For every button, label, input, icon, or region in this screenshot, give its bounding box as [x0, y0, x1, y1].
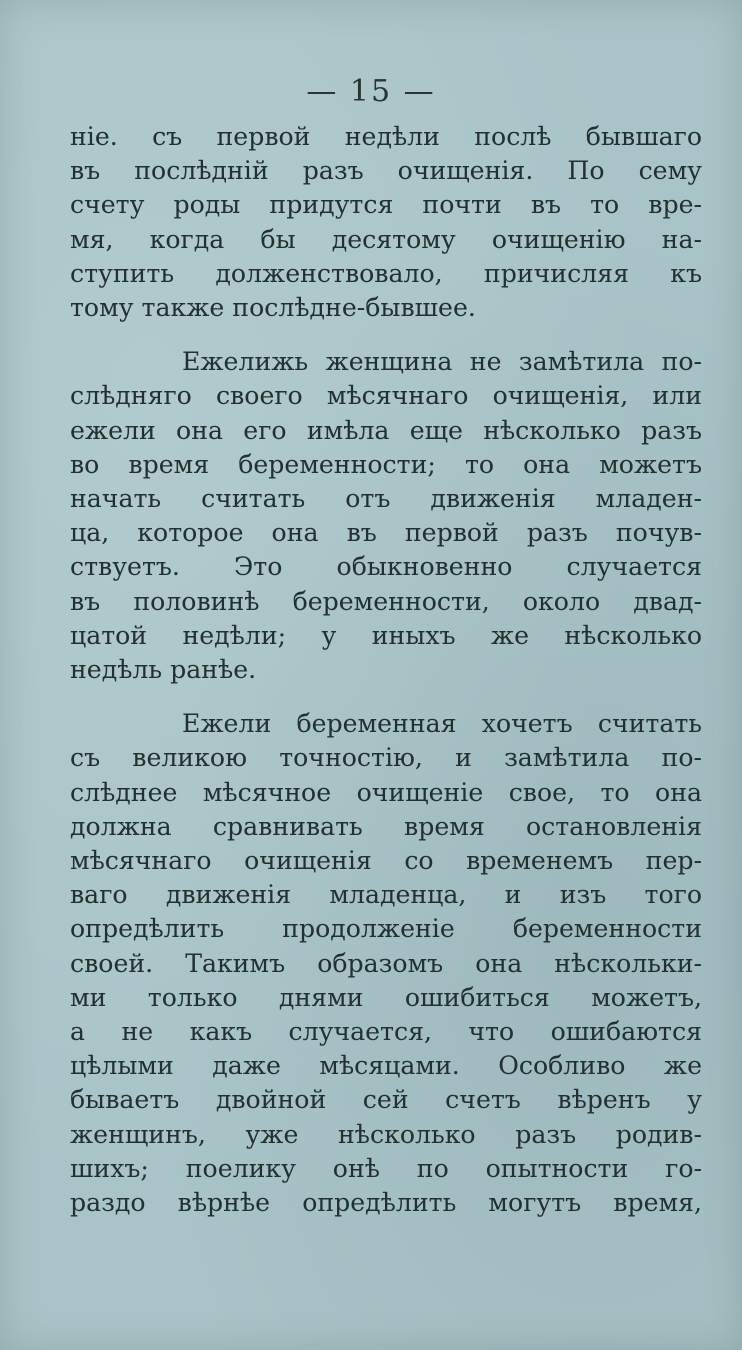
- body-text: [70, 120, 702, 1240]
- text-line: своей. Такимъ образомъ она нѣскольки-: [70, 948, 702, 978]
- text-line: слѣднее мѣсячное очищеніе свое, то она: [70, 777, 702, 807]
- text-line: ца, которое она въ первой разъ почув-: [70, 518, 702, 548]
- text-line: опредѣлить продолженіе беременности: [70, 914, 702, 944]
- text-line: женщинъ, уже нѣсколько разъ родив-: [70, 1119, 702, 1149]
- text-line: Ежели беременная хочетъ считать: [182, 709, 702, 739]
- text-line: ствуетъ. Это обыкновенно случается: [70, 552, 702, 582]
- text-line: Ежелижь женщина не замѣтила по-: [182, 347, 702, 377]
- text-line: мѣсячнаго очищенія со временемъ пер-: [70, 846, 702, 876]
- text-line: съ великою точностію, и замѣтила по-: [70, 743, 702, 773]
- text-line: ваго движенія младенца, и изъ того: [70, 880, 702, 910]
- text-line: шихъ; поелику онѣ по опытности го-: [70, 1153, 702, 1183]
- text-line: мя, когда бы десятому очищенію на-: [70, 224, 702, 254]
- paragraph-1: [70, 120, 702, 325]
- text-line: цѣлыми даже мѣсяцами. Особливо же: [70, 1051, 702, 1081]
- text-line: ступить долженствовало, причисляя къ: [70, 258, 702, 288]
- text-line: слѣдняго своего мѣсячнаго очищенія, или: [70, 381, 702, 411]
- text-line: должна сравнивать время остановленія: [70, 811, 702, 841]
- text-line: бываетъ двойной сей счетъ вѣренъ у: [70, 1085, 702, 1115]
- text-line: недѣль ранѣе.: [70, 655, 257, 685]
- text-line: а не какъ случается, что ошибаются: [70, 1017, 702, 1047]
- text-line: ежели она его имѣла еще нѣсколько разъ: [70, 415, 702, 445]
- text-line: во время беременности; то она можетъ: [70, 449, 702, 479]
- text-line: тому также послѣдне-бывшее.: [70, 293, 476, 323]
- text-line: ніе. съ первой недѣли послѣ бывшаго: [70, 122, 702, 151]
- text-line: въ послѣдній разъ очищенія. По сему: [70, 156, 702, 186]
- text-line: цатой недѣли; у иныхъ же нѣсколько: [70, 620, 702, 650]
- text-line: раздо вѣрнѣе опредѣлить могутъ время,: [70, 1188, 702, 1218]
- page-number: — 15 —: [306, 74, 436, 109]
- text-line: ми только днями ошибиться можетъ,: [70, 982, 702, 1012]
- text-line: счету роды придутся почти въ то вре-: [70, 190, 702, 220]
- paragraph-2: [70, 345, 702, 687]
- text-line: въ половинѣ беременности, около двад-: [70, 586, 702, 616]
- text-line: начать считать отъ движенія младен-: [70, 484, 702, 514]
- paragraph-3: [70, 707, 702, 1220]
